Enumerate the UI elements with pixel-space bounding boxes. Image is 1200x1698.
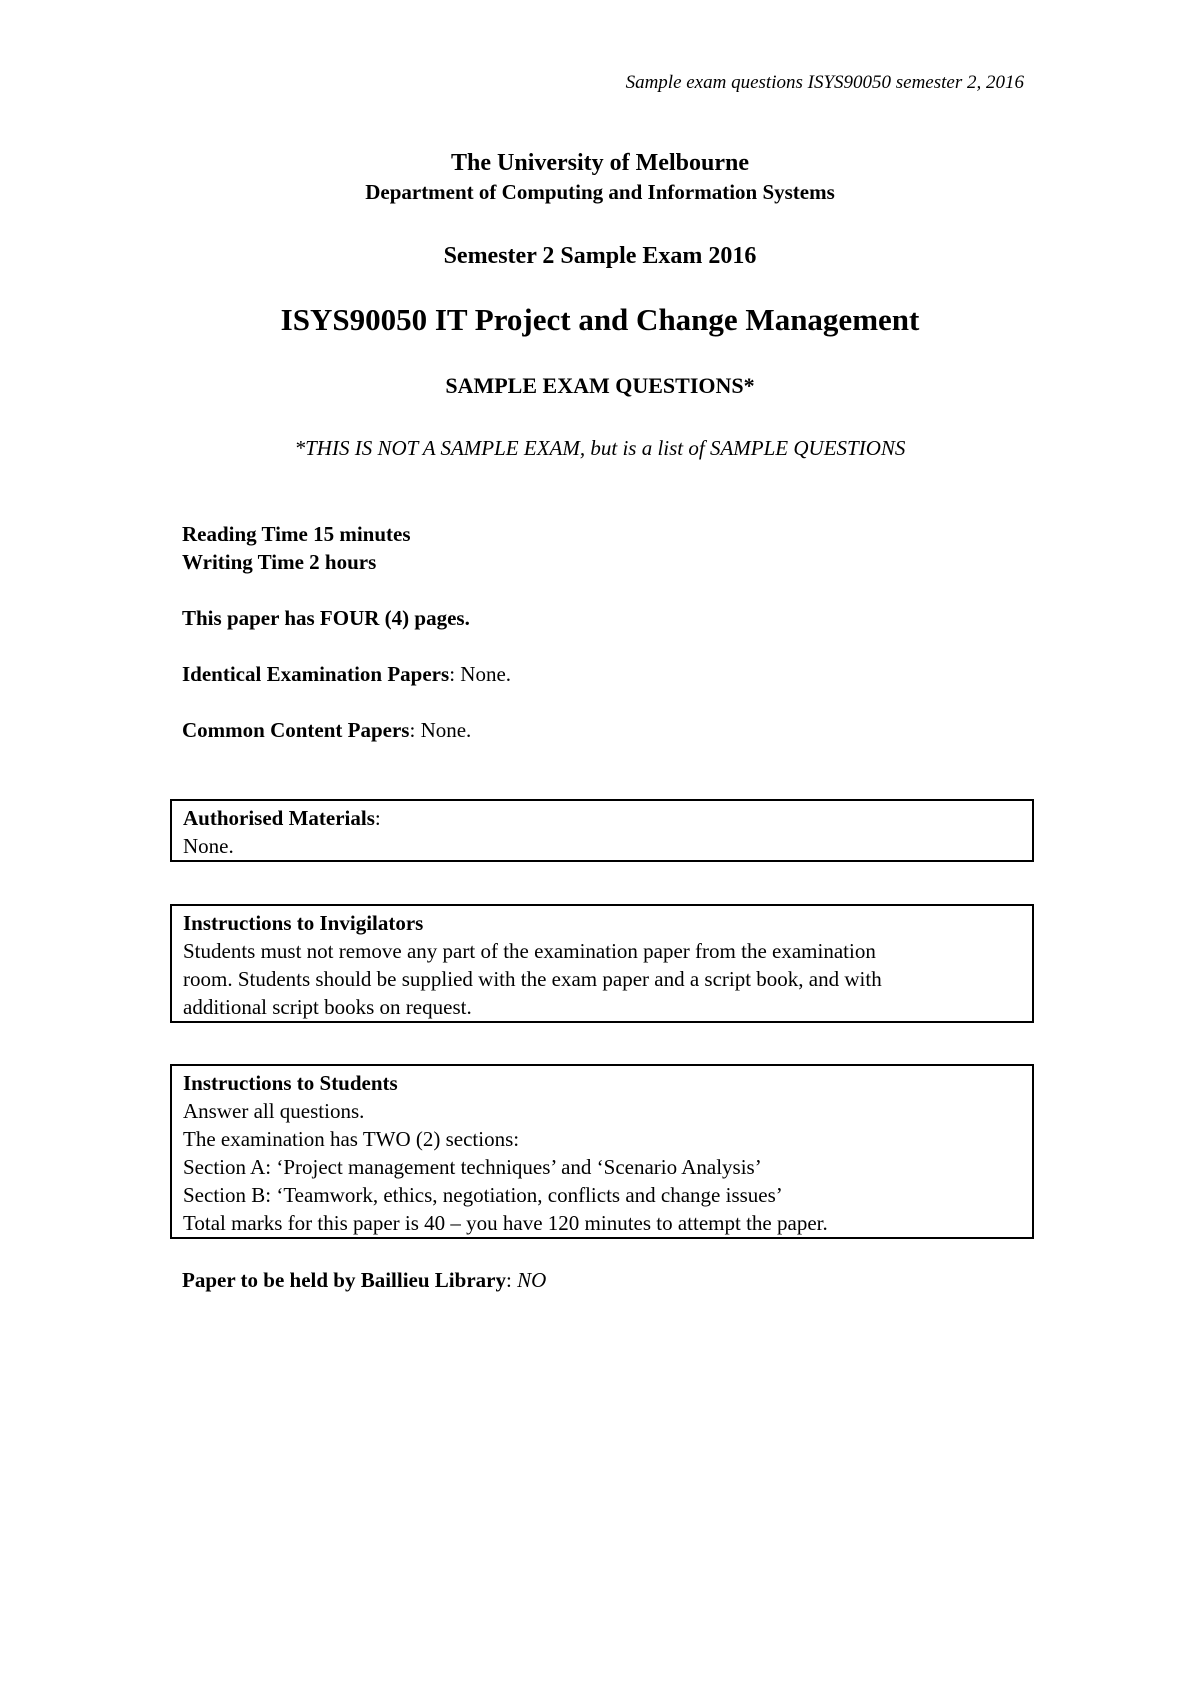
- invigilator-line: Students must not remove any part of the examination paper from the examination: [183, 939, 876, 963]
- common-content-papers: [182, 718, 471, 743]
- authorised-materials-box: [170, 799, 1034, 862]
- authorised-materials-colon: :: [374, 806, 381, 830]
- sample-heading: SAMPLE EXAM QUESTIONS*: [445, 373, 755, 398]
- identical-papers-value: : None.: [449, 662, 512, 686]
- library-holding: [182, 1268, 546, 1293]
- identical-papers: [182, 662, 511, 687]
- authorised-materials-value: None.: [183, 834, 234, 858]
- university-name: The University of Melbourne: [451, 150, 749, 176]
- invigilator-line: additional script books on request.: [183, 995, 472, 1019]
- library-holding-value: NO: [517, 1268, 547, 1292]
- authorised-materials-label: Authorised Materials: [183, 806, 375, 830]
- student-instruction-line: Section B: ‘Teamwork, ethics, negotiation, conflicts and change issues’: [183, 1183, 783, 1207]
- disclaimer-note: *THIS IS NOT A SAMPLE EXAM, but is a list of SAMPLE QUESTIONS: [294, 436, 906, 460]
- invigilator-line: room. Students should be supplied with the exam paper and a script book, and with: [183, 967, 882, 991]
- identical-papers-label: Identical Examination Papers: [182, 662, 450, 686]
- invigilator-instructions-label: Instructions to Invigilators: [183, 911, 424, 935]
- invigilator-instructions-box: [170, 904, 1034, 1023]
- running-head: Sample exam questions ISYS90050 semester 2, 2016: [625, 72, 1024, 93]
- student-instructions-label: Instructions to Students: [183, 1071, 398, 1095]
- student-instructions-box: [170, 1064, 1034, 1239]
- semester-title: Semester 2 Sample Exam 2016: [443, 243, 757, 269]
- common-content-label: Common Content Papers: [182, 718, 410, 742]
- library-holding-label: Paper to be held by Baillieu Library: [182, 1268, 506, 1292]
- student-instruction-line: Total marks for this paper is 40 – you have 120 minutes to attempt the paper.: [183, 1211, 828, 1235]
- course-title: ISYS90050 IT Project and Change Management: [280, 302, 920, 337]
- student-instruction-line: Answer all questions.: [183, 1099, 365, 1123]
- library-holding-colon: :: [505, 1268, 518, 1292]
- department-name: Department of Computing and Information Systems: [365, 180, 835, 204]
- reading-time: Reading Time 15 minutes: [182, 522, 411, 546]
- student-instruction-line: The examination has TWO (2) sections:: [183, 1127, 520, 1151]
- student-instruction-line: Section A: ‘Project management techniques’ and ‘Scenario Analysis’: [183, 1155, 762, 1179]
- writing-time: Writing Time 2 hours: [182, 550, 377, 574]
- common-content-value: : None.: [409, 718, 472, 742]
- page-count: This paper has FOUR (4) pages.: [182, 606, 470, 630]
